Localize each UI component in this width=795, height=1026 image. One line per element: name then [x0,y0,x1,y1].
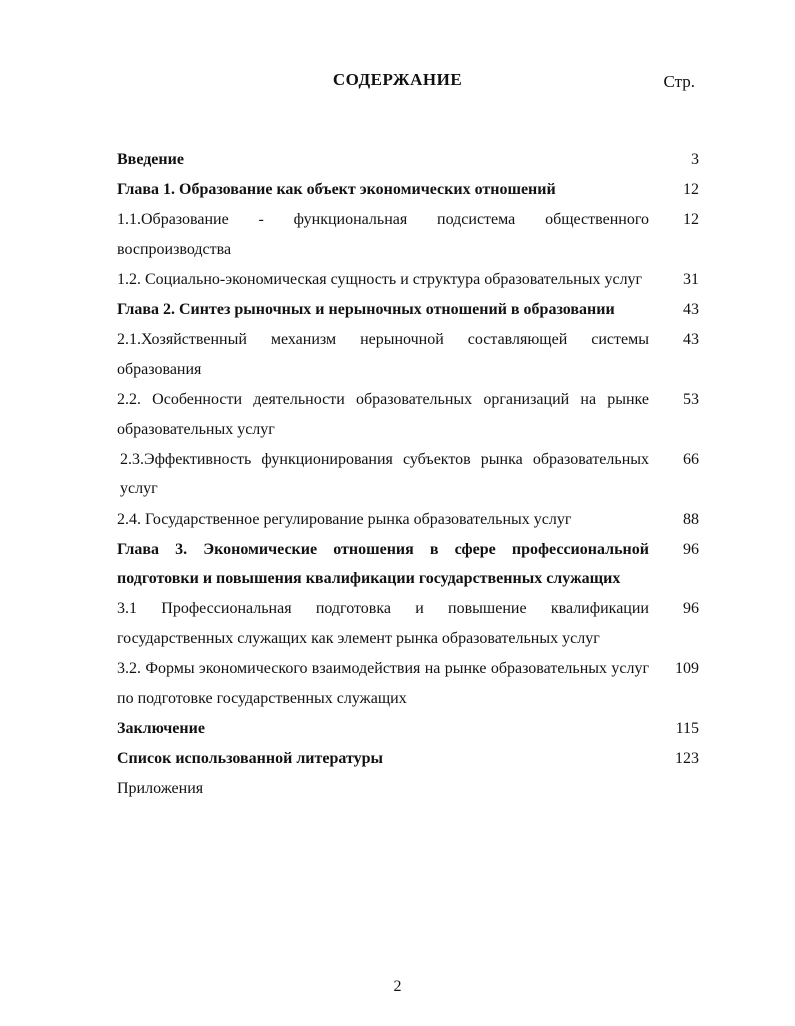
toc-entry [117,505,699,535]
toc-entry-page: 66 [683,450,699,468]
page-column-label: Стр. [663,72,695,91]
toc-entry [117,654,699,713]
toc-entry-page: 3 [691,151,699,168]
toc-entry-page: 123 [675,749,699,767]
toc-entry [117,744,699,774]
toc-entry-page: 31 [683,271,699,289]
toc-entry-page: 12 [683,211,699,229]
table-of-contents [117,145,699,804]
toc-entry-page: 96 [683,600,699,618]
toc-entry-title: 1.2. Социально-экономическая сущность и структура образовательных услуг [117,271,643,289]
toc-entry [117,145,699,175]
toc-entry-page: 43 [683,301,699,319]
toc-entry-page: 43 [683,331,699,349]
toc-entry-page: 53 [683,391,699,409]
toc-entry [117,594,699,653]
toc-entry-title: 1.1.Образование - функциональная подсистема общественного воспроизводства [117,211,649,258]
toc-entry-title: Заключение [117,719,205,737]
toc-entry-page: 109 [675,660,699,678]
toc-entry-page: 115 [675,719,699,737]
toc-entry-title: 3.1 Профессиональная подготовка и повышение квалификации государственных служащих как элемент рынка образовательных услуг [117,600,649,647]
toc-entry-title: Глава 3. Экономические отношения в сфере профессиональной подготовки и повышения квалификации государственных служащих [117,540,649,588]
toc-entry [117,535,699,594]
toc-entry-title: Введение [117,151,184,168]
toc-entry-title: 2.2. Особенности деятельности образовательных организаций на рынке образовательных услуг [117,391,649,438]
toc-entry-page: 88 [683,510,699,528]
page-title: СОДЕРЖАНИЕ [332,70,463,89]
toc-entry [117,325,699,384]
toc-entry [117,774,699,804]
toc-entry-title: Приложения [117,780,204,798]
toc-entry-page: 12 [683,181,699,199]
toc-entry-title: 3.2. Формы экономического взаимодействия на рынке образовательных услуг по подготовке государственных служащих [117,660,649,707]
toc-entry-title: Глава 1. Образование как объект экономических отношений [117,181,556,199]
toc-entry-title: Список использованной литературы [117,749,383,767]
toc-entry-page: 96 [683,540,699,558]
toc-entry [117,445,699,504]
toc-entry-title: 2.4. Государственное регулирование рынка образовательных услуг [117,510,572,528]
toc-entry-title: 2.1.Хозяйственный механизм нерыночной составляющей системы образования [117,331,649,378]
toc-entry [117,175,699,205]
toc-entry-title: 2.3.Эффективность функционирования субъектов рынка образовательных услуг [120,450,649,498]
toc-entry [117,205,699,264]
page-number: 2 [393,978,402,995]
toc-entry [117,295,699,325]
toc-entry [117,265,699,295]
toc-entry-title: Глава 2. Синтез рыночных и нерыночных отношений в образовании [117,301,615,319]
toc-entry [117,714,699,744]
toc-entry [117,385,699,444]
